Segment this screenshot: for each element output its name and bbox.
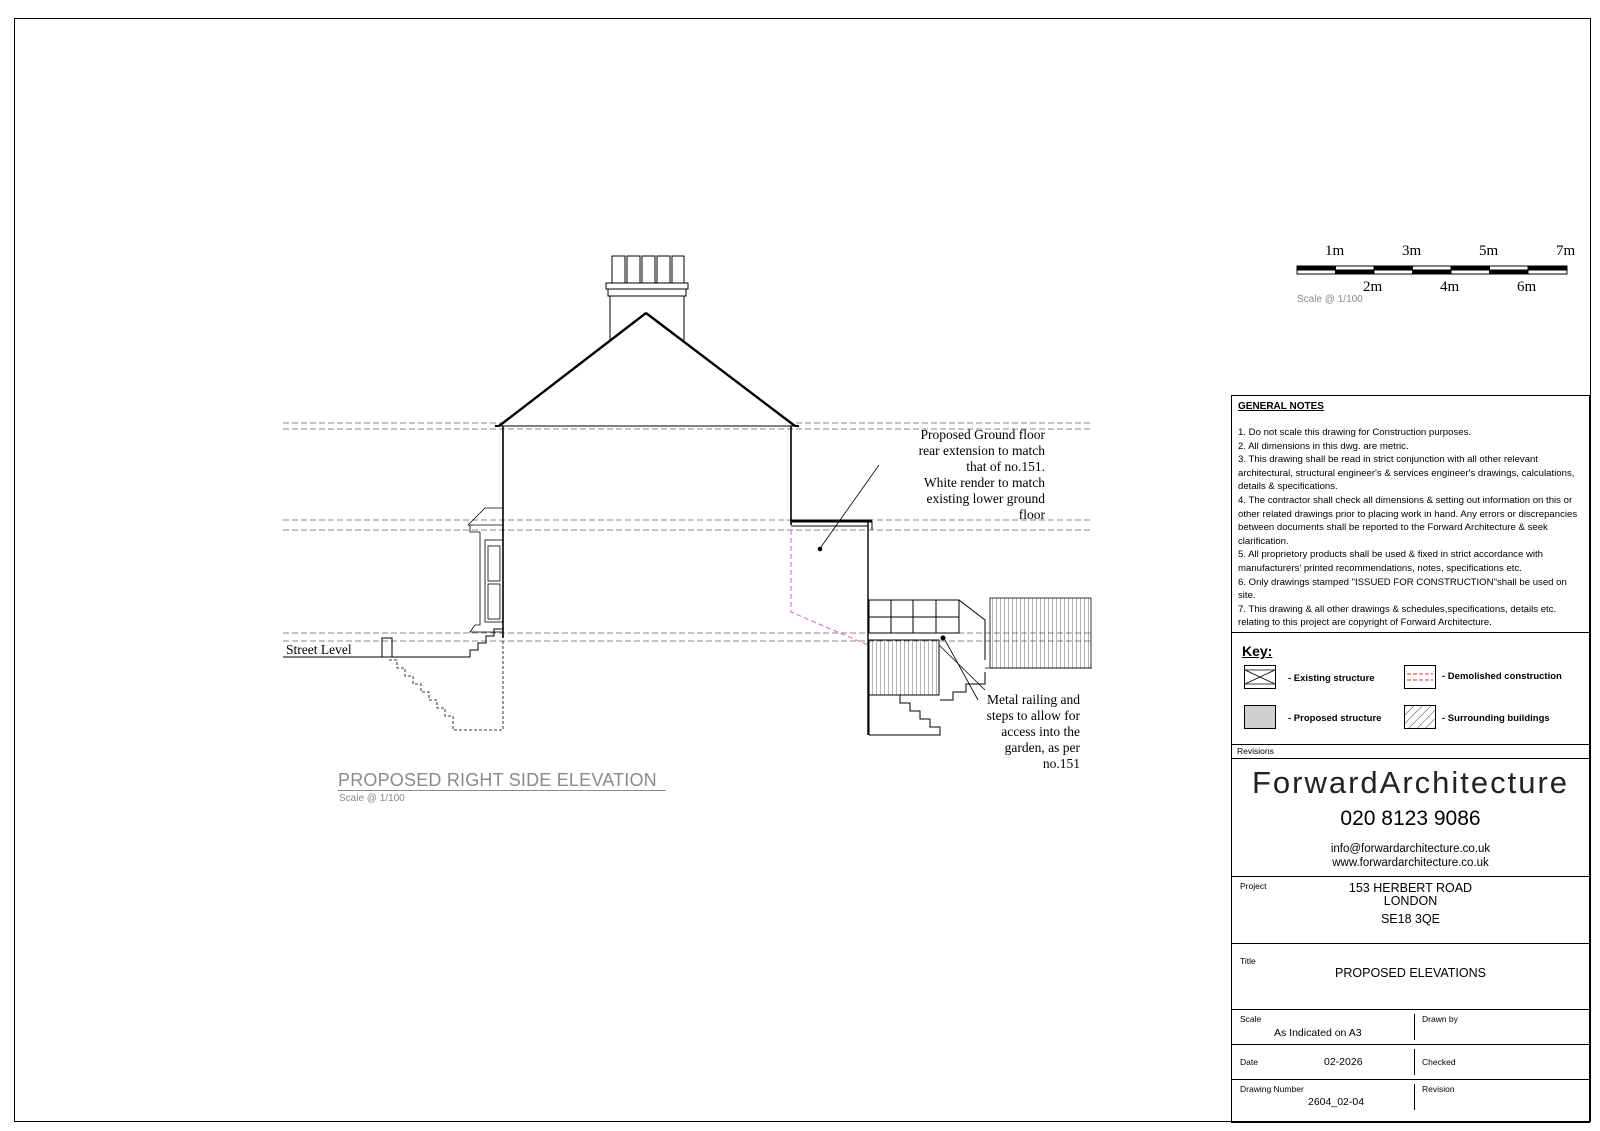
firm-section <box>1232 745 1589 877</box>
demolished-construction-label: - Demolished construction <box>1442 671 1562 682</box>
drawing-number-row <box>1232 1080 1589 1122</box>
general-note-item: 5. All proprietory products shall be used & fixed in strict accordance with manufacturers' printed recommendations, notes, specifications etc. <box>1238 549 1544 574</box>
general-note-item: 3. This drawing shall be read in strict conjunction with all other relevant architectural, structural engineer's & services engineer's drawings, calculations, details & specifications. <box>1238 454 1575 493</box>
railing-annotation-line: access into the <box>1001 724 1080 739</box>
firm-website: www.forwardarchitecture.co.uk <box>1332 857 1489 869</box>
proposed-structure-swatch <box>1244 705 1276 729</box>
proposed-extension <box>791 521 872 735</box>
checked-label: Checked <box>1422 1057 1456 1067</box>
revision-label: Revision <box>1422 1084 1455 1094</box>
revisions-label: Revisions <box>1237 746 1274 756</box>
scale-row <box>1232 1010 1589 1045</box>
demolished-construction-swatch <box>1404 665 1436 689</box>
extension-annotation-line: that of no.151. <box>966 459 1045 474</box>
extension-annotation-line: existing lower ground <box>926 491 1045 506</box>
scale-bar <box>1297 266 1567 274</box>
railing-annotation <box>960 692 1080 772</box>
main-house <box>495 313 799 638</box>
project-address-line: LONDON <box>1383 894 1438 908</box>
extension-annotation <box>890 427 1045 523</box>
scale-bar-label: 3m <box>1402 243 1422 259</box>
title-section <box>1232 944 1589 1010</box>
general-note-item: 6. Only drawings stamped "ISSUED FOR CONSTRUCTION"shall be used on site. <box>1238 576 1567 602</box>
drawing-number-value: 2604_02-04 <box>1308 1096 1365 1108</box>
existing-structure-swatch <box>1244 665 1276 689</box>
date-row-divider <box>1414 1049 1415 1075</box>
general-note-item: 4. The contractor shall check all dimensions & setting out information on this or other related drawings prior to placing work in hand. Any errors or discrepancies between documents shall be reported to the Forward Architecture & seek clarification. <box>1238 494 1578 547</box>
scale-bar-caption: Scale @ 1/100 <box>1297 294 1363 305</box>
title-label: Title <box>1240 956 1256 966</box>
bay-window <box>468 508 503 632</box>
project-label: Project <box>1240 881 1267 891</box>
firm-phone: 020 8123 9086 <box>1340 807 1481 830</box>
drawn-by-label: Drawn by <box>1422 1014 1458 1024</box>
elevation-title-underline <box>338 790 666 791</box>
revisions-divider <box>1232 758 1589 759</box>
project-address-line: 153 HERBERT ROAD <box>1348 881 1473 895</box>
general-notes-title: GENERAL NOTES <box>1238 401 1324 412</box>
general-notes-section <box>1232 396 1589 633</box>
scale-bar-label: 4m <box>1440 279 1460 295</box>
date-label: Date <box>1240 1057 1258 1067</box>
surrounding-buildings-label: - Surrounding buildings <box>1442 713 1550 724</box>
railing-annotation-line: garden, as per <box>1004 740 1080 755</box>
demolished-outline <box>791 530 868 645</box>
date-row <box>1232 1045 1589 1080</box>
railing-annotation-line: steps to allow for <box>986 708 1080 723</box>
scale-bar-label: 5m <box>1479 243 1499 259</box>
underground-dashed <box>389 640 503 730</box>
scale-label: Scale <box>1240 1014 1262 1024</box>
scale-row-divider <box>1414 1014 1415 1040</box>
extension-annotation-line: rear extension to match <box>918 443 1045 458</box>
drawing-title: PROPOSED ELEVATIONS <box>1335 966 1486 980</box>
general-note-item: 1. Do not scale this drawing for Construction purposes. <box>1238 427 1472 438</box>
elevation-title: PROPOSED RIGHT SIDE ELEVATION <box>338 770 657 790</box>
railing-annotation-line: Metal railing and <box>987 692 1080 707</box>
neighbour-fence <box>985 598 1092 668</box>
proposed-structure-label: - Proposed structure <box>1288 713 1382 724</box>
firm-email: info@forwardarchitecture.co.uk <box>1330 843 1491 855</box>
general-note-item: 2. All dimensions in this dwg. are metric. <box>1238 440 1409 452</box>
scale-value: As Indicated on A3 <box>1274 1027 1362 1039</box>
project-section <box>1232 877 1589 944</box>
elevation-scale-note: Scale @ 1/100 <box>339 793 405 804</box>
scale-bar-label: 1m <box>1325 243 1345 259</box>
existing-structure-label: - Existing structure <box>1288 673 1375 684</box>
scale-bar-label: 2m <box>1363 279 1383 295</box>
drawing-number-row-divider <box>1414 1084 1415 1110</box>
title-block <box>1231 395 1590 1123</box>
scale-bar-label: 6m <box>1517 279 1537 295</box>
project-address-line: SE18 3QE <box>1380 912 1441 926</box>
key-section <box>1232 633 1589 745</box>
drawing-number-label: Drawing Number <box>1240 1084 1304 1094</box>
surrounding-buildings-swatch <box>1404 705 1436 729</box>
street-level-label: Street Level <box>286 642 352 657</box>
railing-annotation-line: no.151 <box>1042 756 1080 771</box>
general-note-item: 7. This drawing & all other drawings & schedules,specifications, details etc. relating to this project are copyright of Forward Architecture. <box>1238 603 1557 629</box>
extension-annotation-line: White render to match <box>923 475 1045 490</box>
extension-annotation-line: floor <box>1018 507 1045 522</box>
date-value: 02-2026 <box>1324 1056 1363 1068</box>
general-notes-list <box>1238 426 1583 630</box>
scale-bar-label: 7m <box>1556 243 1576 259</box>
firm-name: ForwardArchitecture <box>1251 765 1570 800</box>
extension-annotation-line: Proposed Ground floor <box>920 427 1045 442</box>
key-title: Key: <box>1242 643 1273 659</box>
